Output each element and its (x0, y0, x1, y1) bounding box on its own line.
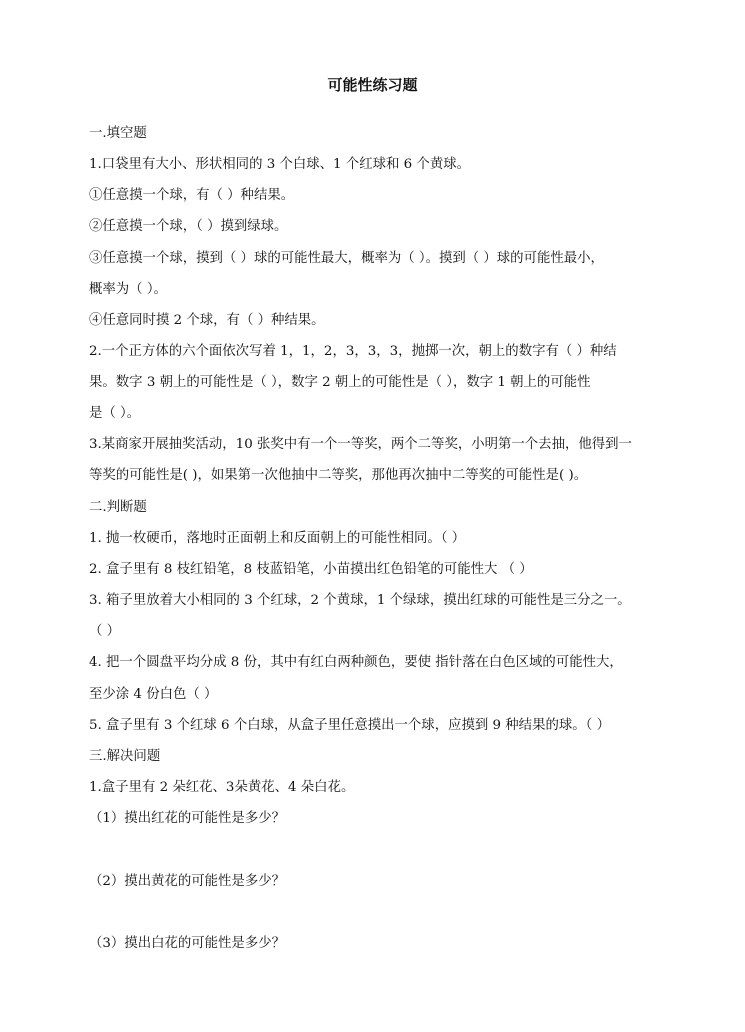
question-line: ③任意摸一个球，摸到（ ）球的可能性最大，概率为（ ）。摸到（ ）球的可能性最小， (89, 251, 604, 266)
question-line: 等奖的可能性是( )，如果第一次他抽中二等奖，那他再次抽中二等奖的可能性是( )。 (89, 468, 588, 483)
question-line: 4. 把一个圆盘平均分成 8 份，其中有红白两种颜色，要使 指针落在白色区域的可能性大， (89, 655, 623, 670)
question-line: （2）摸出黄花的可能性是多少？ (89, 874, 285, 889)
section-heading-problem-solving: 三.解决问题 (89, 749, 161, 764)
question-line: ②任意摸一个球，（ ）摸到绿球。 (89, 219, 288, 234)
question-line: 1.盒子里有 2 朵红花、3朵黄花、4 朵白花。 (89, 780, 355, 795)
question-line: 概率为（ ）。 (89, 282, 167, 297)
question-line: 2.一个正方体的六个面依次写着 1，1，2，3，3，3，抛掷一次，朝上的数字有（ ）种结 (89, 344, 617, 359)
question-line: （ ） (89, 624, 121, 639)
question-line: 是（ ）。 (89, 406, 141, 421)
question-line: 2. 盒子里有 8 枝红铅笔，8 枝蓝铅笔，小苗摸出红色铅笔的可能性大 （ ） (89, 562, 533, 577)
question-line: 1. 抛一枚硬币，落地时正面朝上和反面朝上的可能性相同。（ ） (89, 531, 466, 546)
question-line: ④任意同时摸 2 个球，有（ ）种结果。 (89, 313, 325, 328)
section-heading-true-false: 二.判断题 (89, 500, 147, 515)
question-line: 1.口袋里有大小、形状相同的 3 个白球、1 个红球和 6 个黄球。 (89, 157, 470, 172)
section-heading-fill-blank: 一.填空题 (89, 126, 147, 141)
question-line: 5. 盒子里有 3 个红球 6 个白球，从盒子里任意摸出一个球，应摸到 9 种结果的球。（ ） (89, 718, 610, 733)
question-line: 果。数字 3 朝上的可能性是（ ），数字 2 朝上的可能性是（ ），数字 1 朝上的可能性 (89, 375, 591, 390)
question-line: 3.某商家开展抽奖活动，10 张奖中有一个一等奖，两个二等奖，小明第一个去抽，他得到一 (89, 437, 632, 452)
question-line: ①任意摸一个球，有（ ）种结果。 (89, 188, 295, 203)
question-line: 3. 箱子里放着大小相同的 3 个红球，2 个黄球，1 个绿球，摸出红球的可能性是三分之一。 (89, 593, 631, 608)
question-line: 至少涂 4 份白色（ ） (89, 687, 218, 702)
question-line: （1）摸出红花的可能性是多少？ (89, 811, 285, 826)
page-title: 可能性练习题 (327, 76, 418, 94)
question-line: （3）摸出白花的可能性是多少？ (89, 936, 285, 951)
